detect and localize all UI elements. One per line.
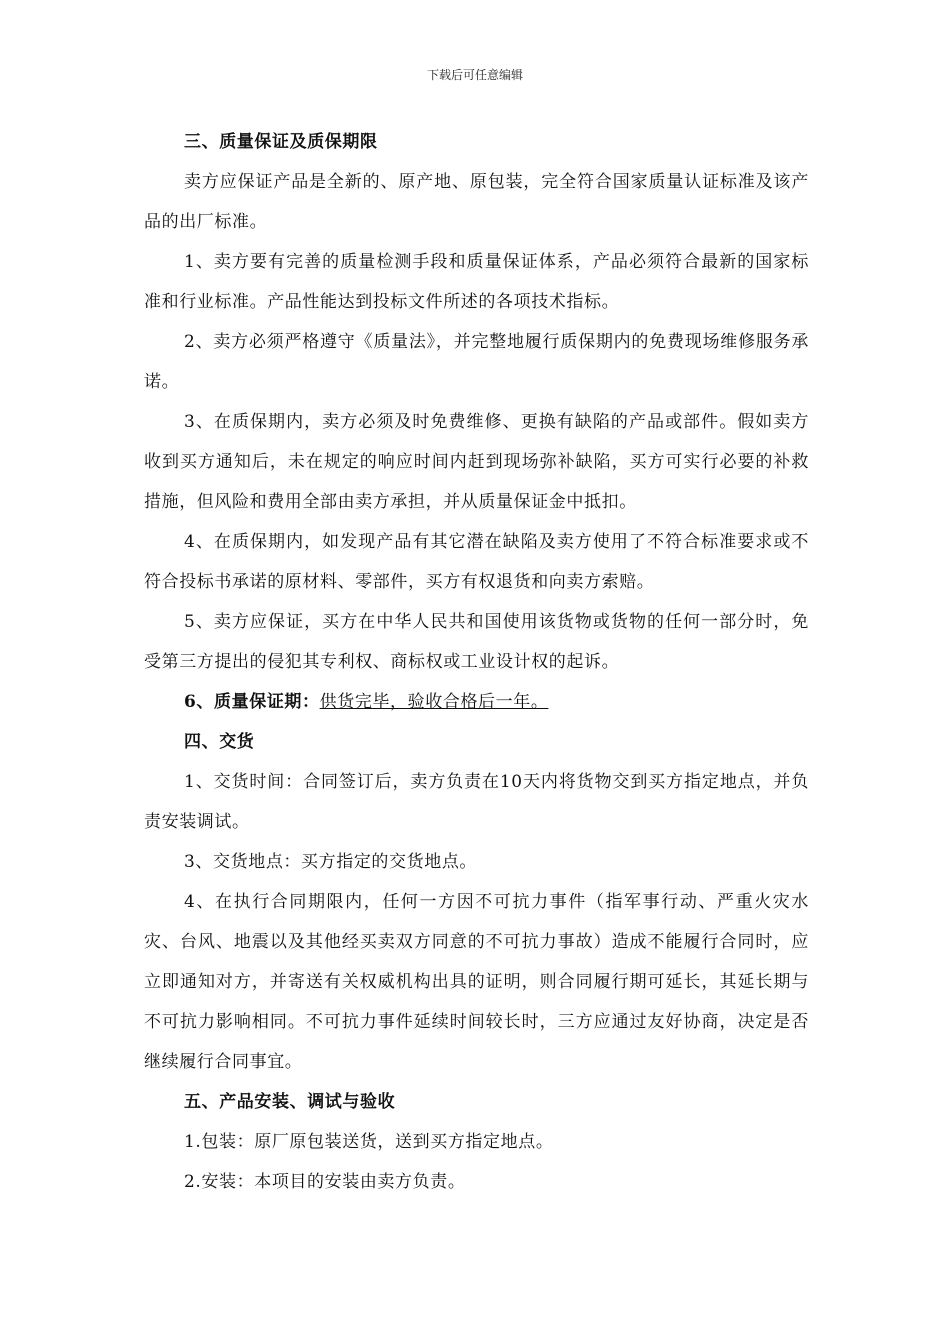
document-body <box>144 122 809 1202</box>
warranty-period-value: 供货完毕，验收合格后一年。 <box>319 692 549 712</box>
section-4-title: 四、交货 <box>184 732 255 752</box>
warranty-period-label: 6、质量保证期： <box>184 692 320 712</box>
section-4-item-3: 3、交货地点：买方指定的交货地点。 <box>184 852 478 872</box>
section-4-item-4: 4、在执行合同期限内，任何一方因不可抗力事件（指军事行动、严重火灾水灾、台风、地震以及其他经买卖双方同意的不可抗力事故）造成不能履行合同时，应立即通知对方，并寄送有关权威机构出具的证明，则合同履行期可延长，其延长期与不可抗力影响相同。不可抗力事件延续时间较长时，三方应通过友好协商，决定是否继续履行合同事宜。 <box>144 892 809 1072</box>
section-3-item-3: 3、在质保期内，卖方必须及时免费维修、更换有缺陷的产品或部件。假如卖方收到买方通知后，未在规定的响应时间内赶到现场弥补缺陷，买方可实行必要的补救措施，但风险和费用全部由卖方承担，并从质量保证金中抵扣。 <box>144 412 809 512</box>
page-header: 下载后可任意编辑 <box>426 68 523 82</box>
section-5-item-1: 1.包装：原厂原包装送货，送到买方指定地点。 <box>184 1132 554 1152</box>
section-3-item-1: 1、卖方要有完善的质量检测手段和质量保证体系，产品必须符合最新的国家标准和行业标准。产品性能达到投标文件所述的各项技术指标。 <box>144 252 809 312</box>
section-3-item-2: 2、卖方必须严格遵守《质量法》，并完整地履行质保期内的免费现场维修服务承诺。 <box>144 332 809 392</box>
section-3-intro: 卖方应保证产品是全新的、原产地、原包装，完全符合国家质量认证标准及该产品的出厂标准。 <box>144 172 809 232</box>
section-5-item-2: 2.安装：本项目的安装由卖方负责。 <box>184 1172 466 1192</box>
section-3-title: 三、质量保证及质保期限 <box>184 132 378 152</box>
section-3-item-6 <box>144 682 809 722</box>
section-3-item-5: 5、卖方应保证，买方在中华人民共和国使用该货物或货物的任何一部分时，免受第三方提出的侵犯其专利权、商标权或工业设计权的起诉。 <box>144 612 809 672</box>
section-3-item-4: 4、在质保期内，如发现产品有其它潜在缺陷及卖方使用了不符合标准要求或不符合投标书承诺的原材料、零部件，买方有权退货和向卖方索赔。 <box>144 532 809 592</box>
section-5-title: 五、产品安装、调试与验收 <box>184 1092 396 1112</box>
section-4-item-1: 1、交货时间：合同签订后，卖方负责在10天内将货物交到买方指定地点，并负责安装调试。 <box>144 772 809 832</box>
